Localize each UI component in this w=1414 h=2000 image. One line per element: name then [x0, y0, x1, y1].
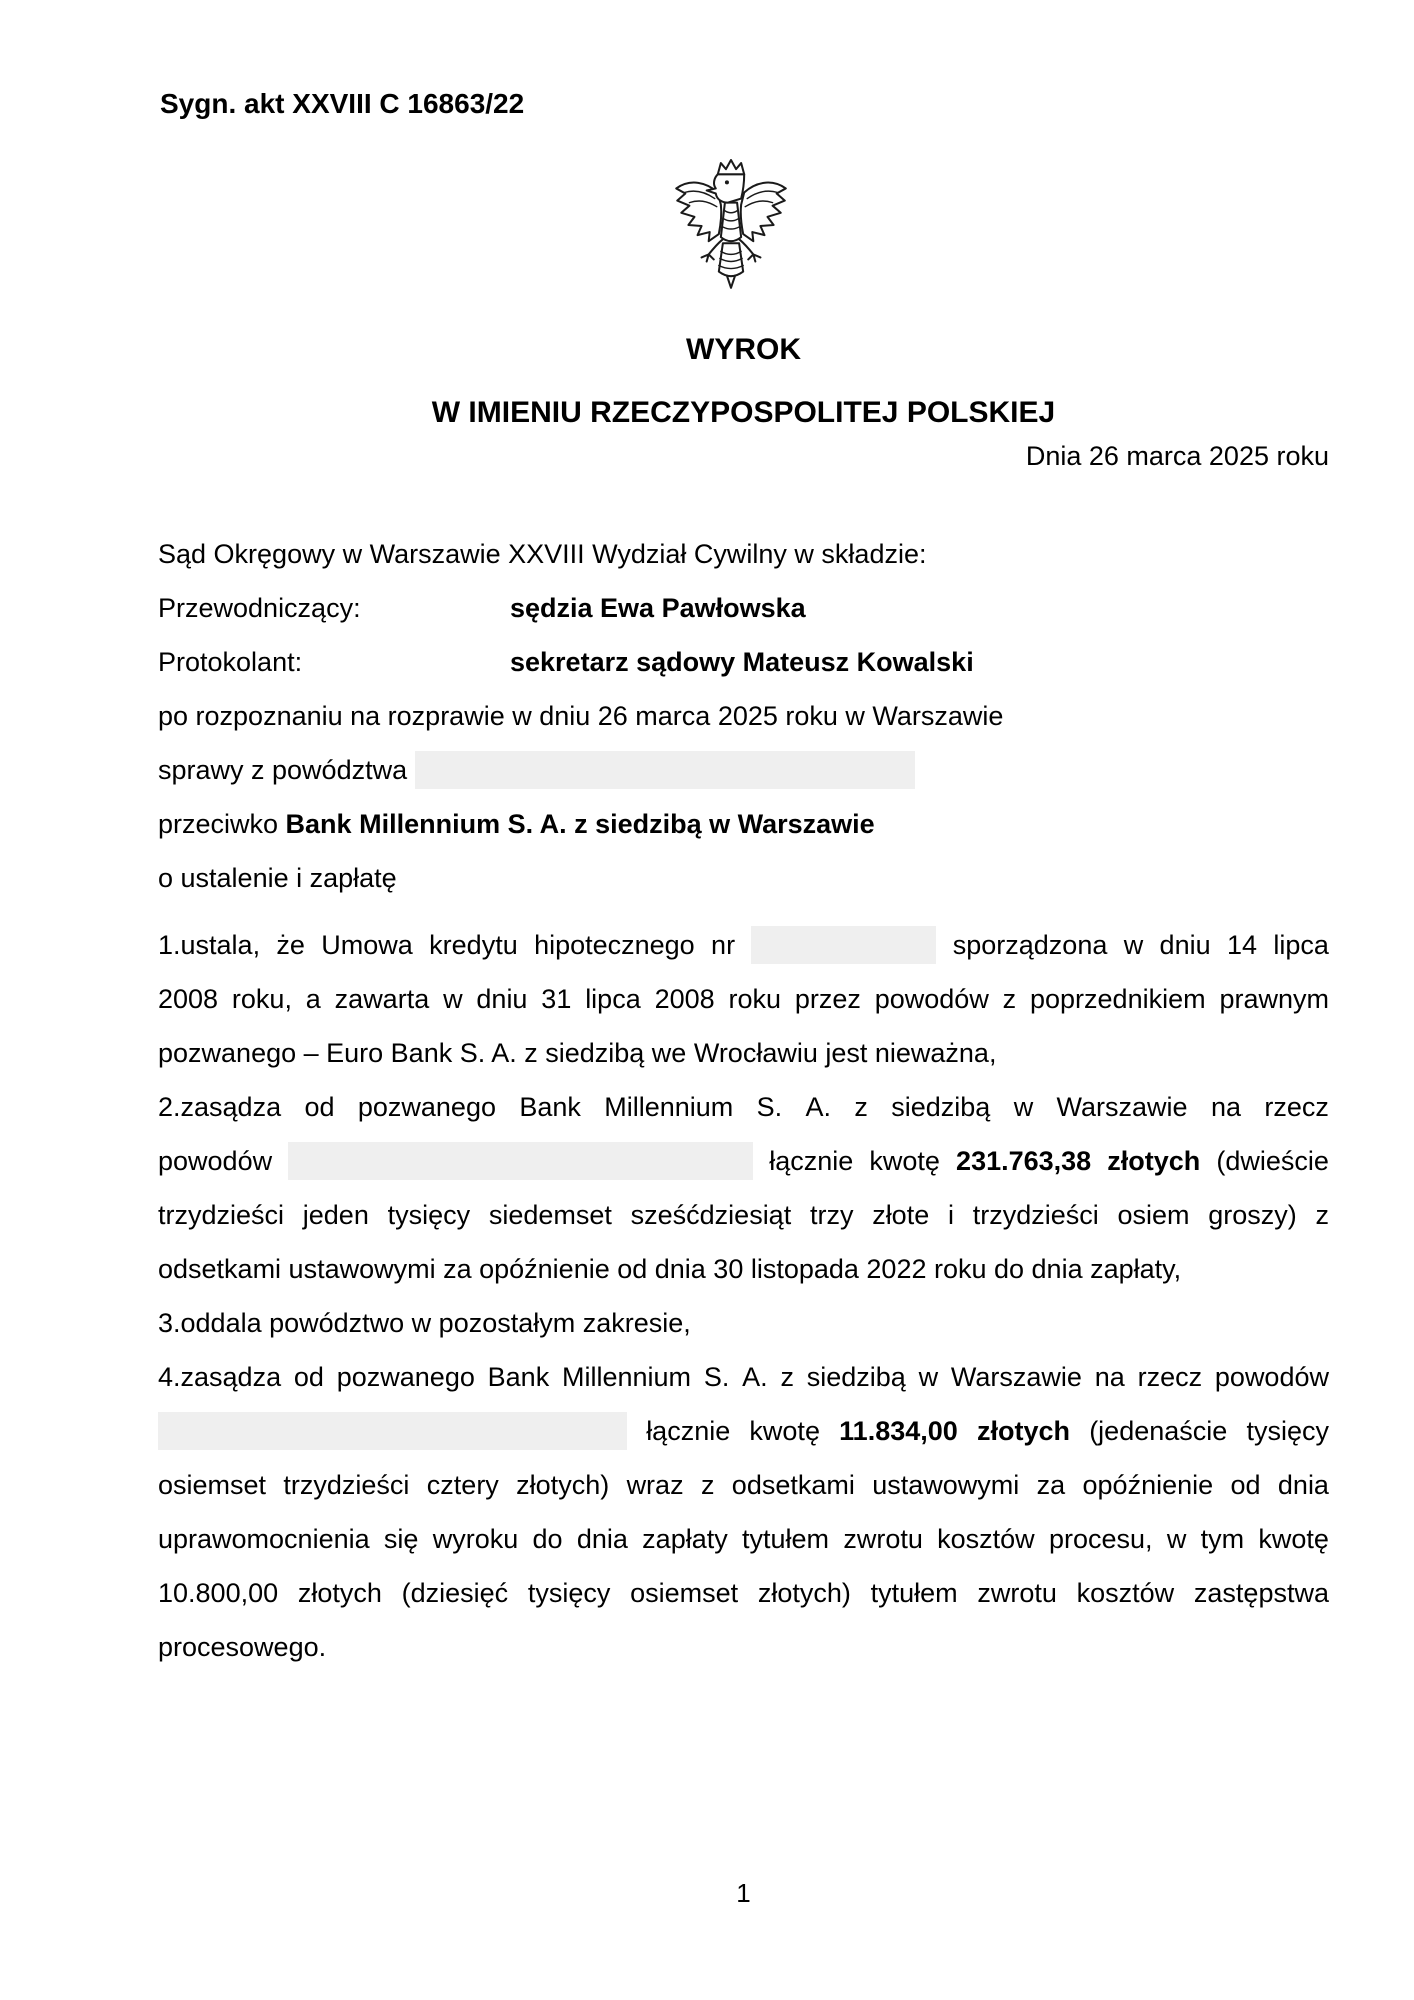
- word: się: [383, 1523, 419, 1554]
- word: Bank: [519, 1091, 581, 1122]
- word: pozwanego: [336, 1361, 475, 1392]
- word: tysięcy: [527, 1577, 611, 1608]
- word: A.: [742, 1361, 768, 1392]
- word: tysięcy: [387, 1199, 471, 1230]
- word: poprzednikiem: [1030, 983, 1206, 1014]
- subject-line: o ustalenie i zapłatę: [158, 863, 397, 893]
- defendant-line: [158, 797, 1329, 851]
- word: rzecz: [1264, 1091, 1329, 1122]
- official-label: Protokolant:: [158, 647, 303, 677]
- word: od: [1230, 1469, 1261, 1500]
- word: ustawowymi: [872, 1469, 1020, 1500]
- word: procesu,: [1048, 1523, 1153, 1554]
- word: z: [780, 1361, 794, 1392]
- word: przez: [794, 983, 861, 1014]
- word: prawnym: [1219, 983, 1329, 1014]
- word: roku: [728, 983, 782, 1014]
- word: w: [443, 983, 463, 1014]
- claim-origin-line: [158, 743, 1329, 797]
- official-name: sekretarz sądowy Mateusz Kowalski: [510, 647, 974, 677]
- word: kwotę: [749, 1415, 820, 1446]
- word: powodów: [874, 983, 989, 1014]
- word: a: [305, 983, 321, 1014]
- word: na: [1094, 1361, 1125, 1392]
- word: trzydzieści: [158, 1199, 285, 1230]
- word: złote: [872, 1199, 930, 1230]
- word: z: [854, 1091, 868, 1122]
- word: 2.zasądza: [158, 1091, 282, 1122]
- word: z: [1315, 1199, 1329, 1230]
- ruling-line: [158, 1566, 1329, 1620]
- text-segment: procesowego.: [158, 1632, 327, 1662]
- word: Bank: [487, 1361, 550, 1392]
- word: złotych: [976, 1415, 1070, 1446]
- word: groszy): [1208, 1199, 1297, 1230]
- official-row: [158, 581, 1329, 635]
- word: wyroku: [432, 1523, 519, 1554]
- word: zwrotu: [843, 1523, 923, 1554]
- word: odsetkami: [731, 1469, 855, 1500]
- ruling-line: [158, 1620, 1329, 1674]
- word: za: [1036, 1469, 1066, 1500]
- word: złotych): [516, 1469, 610, 1500]
- ruling-line: [158, 1458, 1329, 1512]
- word: 31: [541, 983, 572, 1014]
- word: kwotę: [1258, 1523, 1329, 1554]
- word: siedzibą: [891, 1091, 991, 1122]
- redaction-box: [751, 926, 936, 964]
- word: łącznie: [769, 1145, 854, 1176]
- word: powodów: [1214, 1361, 1329, 1392]
- word: opóźnienie: [1082, 1469, 1214, 1500]
- word: sześćdziesiąt: [630, 1199, 792, 1230]
- ruling-line: [158, 1350, 1329, 1404]
- word: A.: [805, 1091, 832, 1122]
- official-row: [158, 635, 1329, 689]
- judgment-title: WYROK: [686, 333, 801, 366]
- word: S.: [756, 1091, 783, 1122]
- word: dnia: [576, 1523, 628, 1554]
- ruling-line: [158, 918, 1329, 972]
- hearing-line: po rozpoznaniu na rozprawie w dniu 26 marca 2025 roku w Warszawie: [158, 701, 1004, 731]
- word: 14: [1226, 929, 1257, 960]
- claim-origin-prefix: sprawy z powództwa: [158, 755, 408, 785]
- word: lipca: [1273, 929, 1329, 960]
- word: lipca: [585, 983, 641, 1014]
- word: kosztów: [1076, 1577, 1175, 1608]
- word: dnia: [1277, 1469, 1329, 1500]
- word: tym: [1200, 1523, 1245, 1554]
- word: (dziesięć: [401, 1577, 509, 1608]
- word: osiemset: [630, 1577, 739, 1608]
- word: kosztów: [937, 1523, 1035, 1554]
- court-line: Sąd Okręgowy w Warszawie XXVIII Wydział Cywilny w składzie:: [158, 539, 927, 569]
- word: złotych: [297, 1577, 382, 1608]
- word: dniu: [476, 983, 528, 1014]
- judgment-date: Dnia 26 marca 2025 roku: [1025, 441, 1329, 471]
- ruling-line: [158, 1080, 1329, 1134]
- word: tytułem: [870, 1577, 958, 1608]
- word: hipotecznego: [534, 929, 695, 960]
- word: tysięcy: [1246, 1415, 1329, 1446]
- word: trzy: [809, 1199, 854, 1230]
- word: tytułem: [742, 1523, 830, 1554]
- word: Millennium: [604, 1091, 734, 1122]
- redaction-box: [288, 1142, 753, 1180]
- word: 2008: [158, 983, 219, 1014]
- word: cztery: [426, 1469, 499, 1500]
- word: powodów: [158, 1145, 273, 1176]
- word: od: [293, 1361, 324, 1392]
- word: 231.763,38: [956, 1145, 1092, 1176]
- word: od: [304, 1091, 335, 1122]
- word: uprawomocnienia: [158, 1523, 370, 1554]
- polish-eagle-emblem-icon: [670, 158, 792, 298]
- word: z: [700, 1469, 715, 1500]
- word: w: [1123, 929, 1144, 960]
- word: zastępstwa: [1193, 1577, 1329, 1608]
- word: w: [918, 1361, 939, 1392]
- word: złotych: [1107, 1145, 1201, 1176]
- official-name: sędzia Ewa Pawłowska: [510, 593, 806, 623]
- text-segment: pozwanego – Euro Bank S. A. z siedzibą we Wrocławiu jest nieważna,: [158, 1038, 997, 1068]
- official-label: Przewodniczący:: [158, 593, 361, 623]
- word: że: [276, 929, 305, 960]
- word: S.: [703, 1361, 730, 1392]
- text-segment: 3.oddala powództwo w pozostałym zakresie,: [158, 1308, 691, 1338]
- word: zwrotu: [977, 1577, 1057, 1608]
- ruling-line: [158, 1512, 1329, 1566]
- word: Millennium: [562, 1361, 692, 1392]
- word: 4.zasądza: [158, 1361, 282, 1392]
- ruling-lines: [158, 918, 1329, 1674]
- court-officials: [158, 581, 1329, 689]
- word: dniu: [1159, 929, 1211, 960]
- case-number: Sygn. akt XXVIII C 16863/22: [160, 88, 525, 119]
- redaction-box: [158, 1412, 627, 1450]
- word: w: [1166, 1523, 1187, 1554]
- text-segment: odsetkami ustawowymi za opóźnienie od dnia 30 listopada 2022 roku do dnia zapłaty,: [158, 1254, 1182, 1284]
- word: (jedenaście: [1089, 1415, 1228, 1446]
- word: złotych): [757, 1577, 851, 1608]
- judgment-subtitle: W IMIENIU RZECZYPOSPOLITEJ POLSKIEJ: [431, 396, 1056, 429]
- word: na: [1210, 1091, 1241, 1122]
- word: z: [1002, 983, 1017, 1014]
- word: wraz: [626, 1469, 684, 1500]
- word: Umowa: [321, 929, 413, 960]
- word: i: [947, 1199, 954, 1230]
- word: 10.800,00: [158, 1577, 279, 1608]
- word: siedemset: [488, 1199, 612, 1230]
- word: trzydzieści: [972, 1199, 1099, 1230]
- word: w: [1013, 1091, 1034, 1122]
- redaction-box: [415, 751, 915, 789]
- word: zawarta: [334, 983, 430, 1014]
- word: roku,: [231, 983, 292, 1014]
- word: 11.834,00: [839, 1415, 958, 1446]
- ruling-line: [158, 972, 1329, 1026]
- word: zapłaty: [642, 1523, 728, 1554]
- word: Warszawie: [1056, 1091, 1188, 1122]
- word: 1.ustala,: [158, 929, 261, 960]
- word: kredytu: [429, 929, 518, 960]
- ruling-line: [158, 1404, 1329, 1458]
- page-number: 1: [736, 1878, 751, 1908]
- word: siedzibą: [806, 1361, 906, 1392]
- word: rzecz: [1137, 1361, 1203, 1392]
- word: łącznie: [646, 1415, 731, 1446]
- defendant-name: Bank Millennium S. A. z siedzibą w Warszawie: [285, 809, 875, 839]
- word: trzydzieści: [283, 1469, 410, 1500]
- word: kwotę: [869, 1145, 940, 1176]
- defendant-prefix: przeciwko: [158, 809, 286, 839]
- word: nr: [711, 929, 736, 960]
- word: Warszawie: [950, 1361, 1082, 1392]
- word: osiem: [1117, 1199, 1190, 1230]
- ruling-line: [158, 1296, 1329, 1350]
- ruling-line: [158, 1188, 1329, 1242]
- word: 2008: [654, 983, 715, 1014]
- word: jeden: [302, 1199, 369, 1230]
- word: osiemset: [158, 1469, 267, 1500]
- word: do: [532, 1523, 563, 1554]
- word: sporządzona: [952, 929, 1108, 960]
- word: pozwanego: [357, 1091, 496, 1122]
- ruling-line: [158, 1242, 1329, 1296]
- word: (dwieście: [1216, 1145, 1329, 1176]
- court-composition-block: [158, 527, 1329, 905]
- ruling-line: [158, 1134, 1329, 1188]
- ruling-line: [158, 1026, 1329, 1080]
